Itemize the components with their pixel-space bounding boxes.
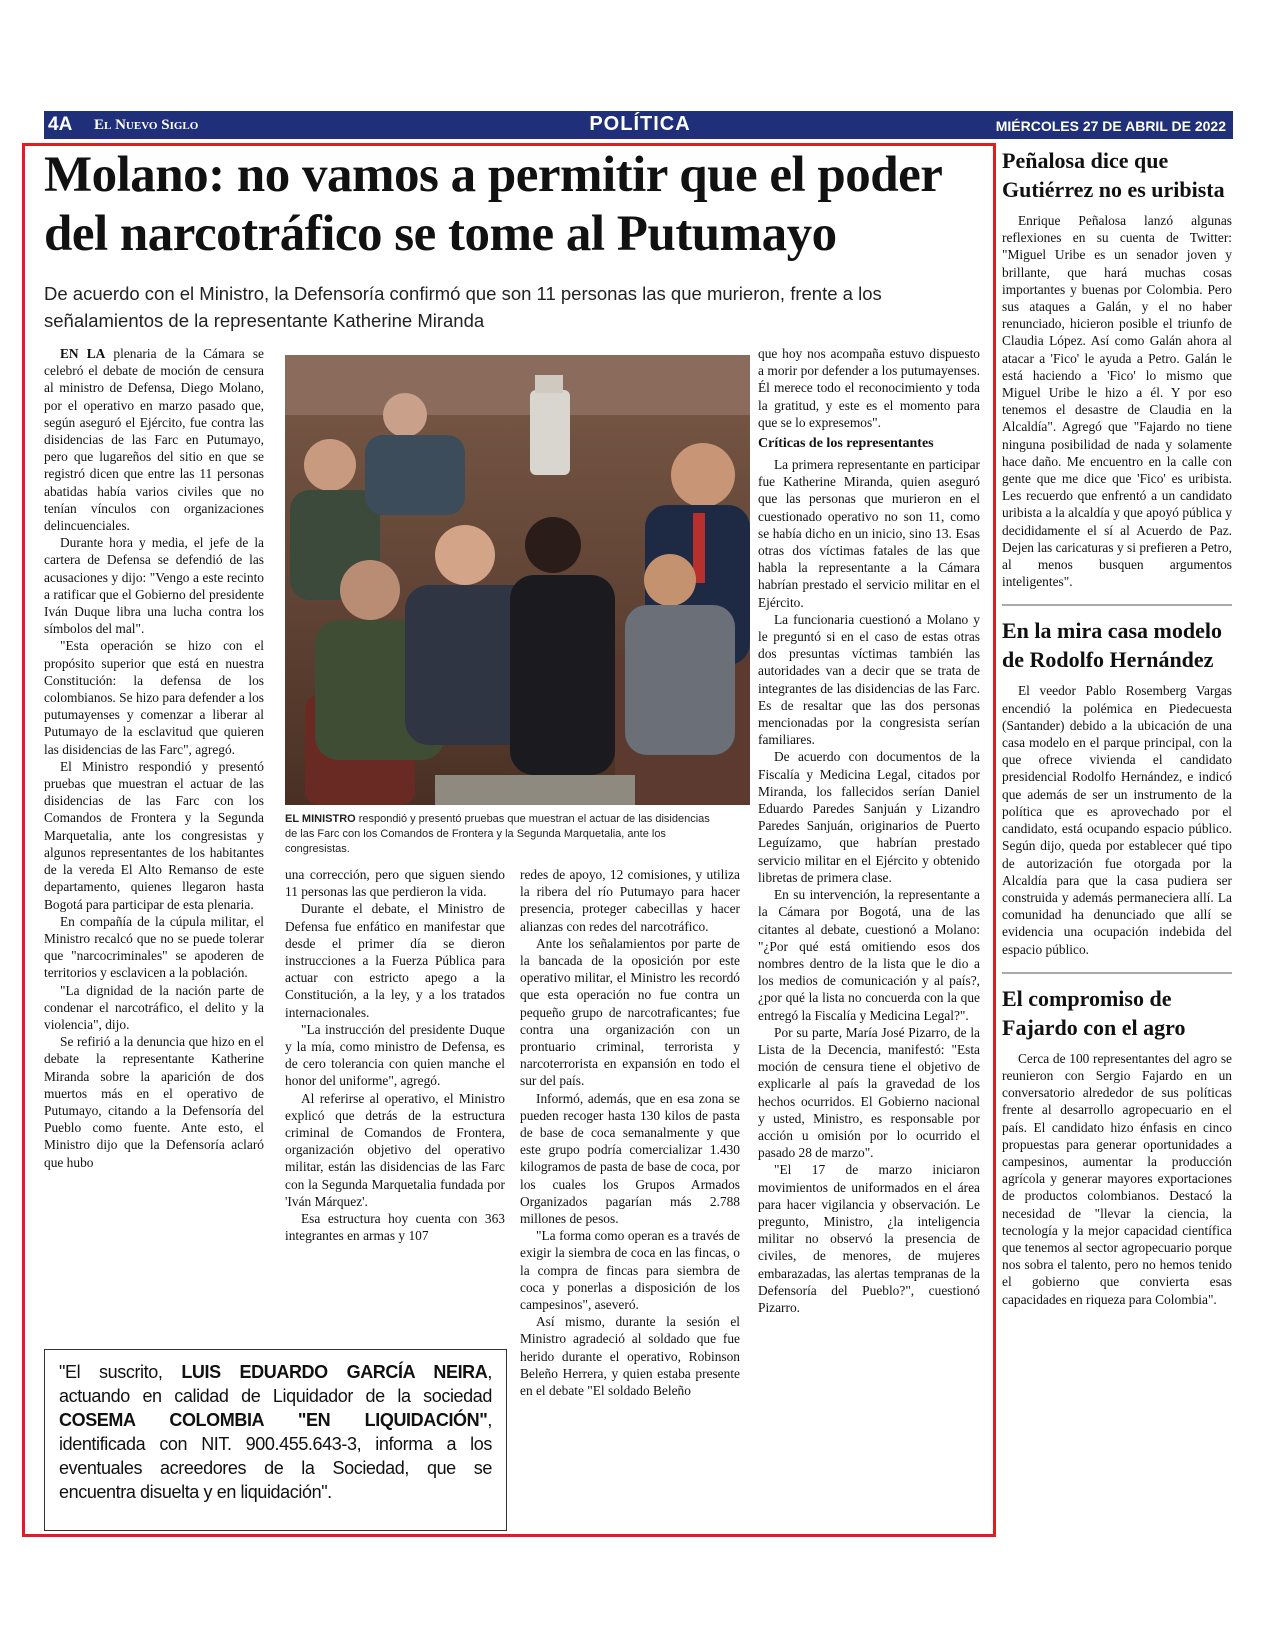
paragraph: De acuerdo con documentos de la Fiscalía y Medicina Legal, citados por Miranda, los fallecidos serían Daniel Eduardo Paredes Sanjuán y Lizandro Paredes Sanjuán, originarios de Puerto Leguízamo, que habrían prestado servicio militar en el Ejército y obtenido libretas de primera clase. xyxy=(758,749,980,885)
sidebar-title: Peñalosa dice que Gutiérrez no es uribista xyxy=(1002,148,1225,202)
sidebar-title: En la mira casa modelo de Rodolfo Hernández xyxy=(1002,618,1222,673)
photo-caption xyxy=(285,812,715,857)
lead-in: EN LA xyxy=(60,346,106,361)
paragraph: Durante hora y media, el jefe de la cartera de Defensa se defendió de las acusaciones y dijo: "Vengo a este recinto a ratificar que el Gobierno del presidente Iván Duque libra una lucha contra los símbolos del mal". xyxy=(44,535,264,637)
paragraph: plenaria de la Cámara se celebró el debate de moción de censura al ministro de Defensa, Diego Molano, por el operativo en marzo pasado que, según aseguró el Ejército, fue contra las disidencias de las Farc en Putumayo, pero que lugareños del sitio en que se registró dicen que entre las 11 personas abatidas había varios civiles que no tenían vínculos con organizaciones delincuenciales. xyxy=(44,346,265,534)
paragraph: "Esta operación se hizo con el propósito superior que está en nuestra Constitución: la defensa de los colombianos. Se hizo para defender a los putumayenses y comenzar a liberar al Putumayo de la esclavitud que quieren las disidencias de las Farc", agregó. xyxy=(44,638,264,757)
article-column-2 xyxy=(285,866,505,1244)
paragraph: Ante los señalamientos por parte de la bancada de la oposición por este operativo militar, el Ministro les recordó que esta operación no fue contra un pequeño grupo de narcotraficantes; fue contra una organización con un prontuario criminal, terrorista y narcoterrorista en expansión en todo el sur del país. xyxy=(520,935,740,1089)
paragraph: que hoy nos acompaña estuvo dispuesto a morir por defender a los putumayenses. Él merece todo el reconocimiento y toda la gratitud, y este es el momento para que se lo expresemos". xyxy=(758,346,980,430)
paragraph: Por su parte, María José Pizarro, de la Lista de la Decencia, manifestó: "Esta moción de censura tiene el objetivo de explicarle al país la gravedad de los hechos ocurridos. El Gobierno nacional y usted, Ministro, es responsable por acción u omisión por lo ocurrido el pasado 28 de marzo". xyxy=(758,1024,980,1161)
paragraph: La primera representante en participar fue Katherine Miranda, quien aseguró que las personas que murieron en el cuestionado operativo no son 11, como se había dicho en un inicio, sino 13. Esas otras dos víctimas fatales de las que habla la representante a la Cámara habrían prestado el servicio militar en el Ejército. xyxy=(758,457,980,610)
caption-text: respondió y presentó pruebas que muestran el actuar de las disidencias de las Farc con los Comandos de Frontera y la Segunda Marquetalia, ante los congresistas. xyxy=(285,813,710,855)
paragraph: Así mismo, durante la sesión el Ministro agradeció al soldado que fue herido durante el operativo, Robinson Beleño Herrera, y quien estaba presente en el debate "El soldado Beleño xyxy=(520,1314,740,1399)
article-headline: Molano: no vamos a permitir que el poder del narcotráfico se tome al Putumayo xyxy=(44,147,942,262)
notice-text: , actuando en calidad de Liquidador de la sociedad xyxy=(59,1362,492,1406)
paragraph: La funcionaria cuestionó a Molano y le preguntó si en el caso de estas otras dos presuntas víctimas también las autoridades van a decir que se trata de integrantes de las disidencias de las Farc. Es de resaltar que las dos personas mencionadas por la congresista serían familiares. xyxy=(758,611,980,748)
paragraph: Cerca de 100 representantes del agro se reunieron con Sergio Fajardo en un conversatorio alrededor de sus políticas frente al desarrollo agropecuario en el país. El candidato hizo énfasis en cinco propuestas para generar oportunidades a campesinos, aumentar la producción agrícola y generar mayores exportaciones de productos colombianos. Destacó la necesidad de "llevar la ciencia, la tecnología y la mejor capacidad científica que tenemos al sector agropecuario porque nos sobra el talento, pero no hemos tenido el gobierno que convierta esas capacidades en riqueza para Colombia". xyxy=(1002,1050,1232,1307)
congress-session-photo xyxy=(285,355,750,805)
article-dek: De acuerdo con el Ministro, la Defensoría confirmó que son 11 personas las que murieron, frente a los señalamientos de la representante Katherine Miranda xyxy=(44,283,882,331)
paragraph: "La dignidad de la nación parte de condenar el narcotráfico, el delito y la violencia", dijo. xyxy=(44,982,264,1032)
paragraph: "El 17 de marzo iniciaron movimientos de uniformados en el área para hacer vigilancia y observación. Le pregunto, Ministro, ¿la inteligencia militar no observó la presencia de civiles, de menores, de mujeres embarazadas, las alertas tempranas de la Defensoría del Pueblo?", cuestionó Pizarro. xyxy=(758,1162,980,1315)
sidebar-brief xyxy=(1002,682,1232,957)
sidebar-divider xyxy=(1002,604,1232,606)
paragraph: Al referirse al operativo, el Ministro explicó que detrás de la estructura criminal de Comandos de Frontera, organización objetivo del operativo militar, están las disidencias de las Farc con la Segunda Marquetalia fundada por 'Iván Márquez'. xyxy=(285,1090,505,1209)
paragraph: El veedor Pablo Rosemberg Vargas encendió la polémica en Piedecuesta (Santander) debido a la ubicación de una casa modelo en el parque principal, con la que ofrece vivienda el candidato presidencial Rodolfo Hernández, e indicó que además de ser un instrumento de la política que es aprovechado por el candidato, está ocupando espacio público. Según dijo, queda por establecer qué tipo de autorización fue otorgada por la Alcaldía para que la casa pudiera ser construida y además permaneciera allí. La comunidad ha denunciado que allí se evidencia una ocupación indebida del espacio público. xyxy=(1002,683,1232,957)
paragraph: En su intervención, la representante a la Cámara por Bogotá, una de las citantes al debate, cuestionó a Molano: "¿Por qué está omitiendo esos dos nombres dentro de la lista que le dio a los medios de comunicación y al país?, ¿por qué la lista no concuerda con la que entregó la Fiscalía y Medicina Legal?". xyxy=(758,887,980,1023)
sidebar-title: El compromiso de Fajardo con el agro xyxy=(1002,985,1186,1040)
article-column-1 xyxy=(44,345,264,1171)
sidebar xyxy=(1002,146,1232,1308)
article-column-3 xyxy=(520,866,740,1399)
caption-lead: EL MINISTRO xyxy=(285,813,356,825)
sidebar-brief xyxy=(1002,1050,1232,1308)
sidebar-divider xyxy=(1002,972,1232,974)
paragraph: Esa estructura hoy cuenta con 363 integrantes en armas y 107 xyxy=(285,1211,505,1244)
paragraph: Se refirió a la denuncia que hizo en el debate la representante Katherine Miranda sobre la aparición de dos muertos más en el operativo de Putumayo, citando a la Defensoría del Pueblo como fuente. Ante esto, el Ministro dijo que la Defensoría aclaró que hubo xyxy=(44,1034,264,1170)
paragraph: "La forma como operan es a través de exigir la siembra de coca en las fincas, o la compra de fincas para siembra de coca y ponerlas a disposición de los campesinos", aseveró. xyxy=(520,1228,740,1313)
section-name: POLÍTICA xyxy=(589,113,691,135)
article-column-4 xyxy=(758,345,980,1316)
paragraph: redes de apoyo, 12 comisiones, y utiliza la ribera del río Putumayo para hacer presencia, proteger cabecillas y hacer alianzas con redes del narcotráfico. xyxy=(520,867,740,934)
issue-date: MIÉRCOLES 27 DE ABRIL DE 2022 xyxy=(995,118,1226,134)
sidebar-brief xyxy=(1002,212,1232,590)
notice-text: "El suscrito, xyxy=(59,1362,182,1382)
paragraph: Enrique Peñalosa lanzó algunas reflexiones en su cuenta de Twitter: "Miguel Uribe es un senador joven y brillante, que hará muchas cosas importantes y buenas por Colombia. Pero sus ataques a Galán, y el no haber renunciado, hicieron posible el triunfo de Claudia López. Así como Galán ahora al atacar a 'Fico' le ayuda a Petro. Galán le está haciendo a 'Fico' lo mismo que Miguel Uribe le hizo a él. Y por eso tenemos el desastre de Claudia en la Alcaldía". Agregó que "Fajardo no tiene ninguna posibilidad de nada y solamente hace daño. Me encuentro en la calle con gente que me dice que 'Fico' es uribista. Les recuerdo que enfrentó a un candidato uribista a la alcaldía y que apoyó pública y decididamente el sí al Acuerdo de Paz. Dejen las caricaturas y si prefieren a Petro, al menos busquen argumentos inteligentes". xyxy=(1002,213,1232,590)
paragraph: El Ministro respondió y presentó pruebas que muestran el actuar de las disidencias de las Farc con los Comandos de Frontera y la Segunda Marquetalia, ante los congresistas y algunos representantes de los habitantes de la vereda El Alto Remanso de este departamento, quienes llegaron hasta Bogotá para participar de esta plenaria. xyxy=(44,758,264,912)
notice-company-name: COSEMA COLOMBIA "EN LIQUIDACIÓN" xyxy=(59,1410,488,1430)
article-photo xyxy=(285,355,750,805)
newspaper-name: El Nuevo Siglo xyxy=(94,117,199,133)
legal-notice-box xyxy=(44,1349,507,1531)
page-number: 4A xyxy=(48,114,73,135)
paragraph: Durante el debate, el Ministro de Defensa fue enfático en manifestar que desde el primer día se dieron instrucciones a la Fuerza Pública para actuar con estricto apego a la Constitución, a la ley, y a los tratados internacionales. xyxy=(285,901,505,1020)
paragraph: "La instrucción del presidente Duque y la mía, como ministro de Defensa, es de cero tolerancia con quien manche el honor del uniforme", agregó. xyxy=(285,1021,505,1089)
notice-liquidator-name: LUIS EDUARDO GARCÍA NEIRA xyxy=(181,1362,488,1382)
paragraph: una corrección, pero que siguen siendo 11 personas las que perdieron la vida. xyxy=(285,867,505,900)
article-subhead: Críticas de los representantes xyxy=(758,436,934,452)
notice-text: , identificada con NIT. 900.455.643-3, informa a los eventuales acreedores de la Sociedad, que se encuentra disuelta y en liquidación". xyxy=(59,1410,492,1502)
paragraph: Informó, además, que en esa zona se pueden recoger hasta 130 kilos de pasta de base de coca semanalmente y que este grupo podría comercializar 1.430 kilogramos de pasta de base de coca, por los cuales los Grupos Armados Organizados pagarían más 2.788 millones de pesos. xyxy=(520,1090,740,1227)
paragraph: En compañía de la cúpula militar, el Ministro recalcó que no se puede tolerar que "narcocriminales" se apoderen de territorios y esclavicen a la población. xyxy=(44,913,264,981)
